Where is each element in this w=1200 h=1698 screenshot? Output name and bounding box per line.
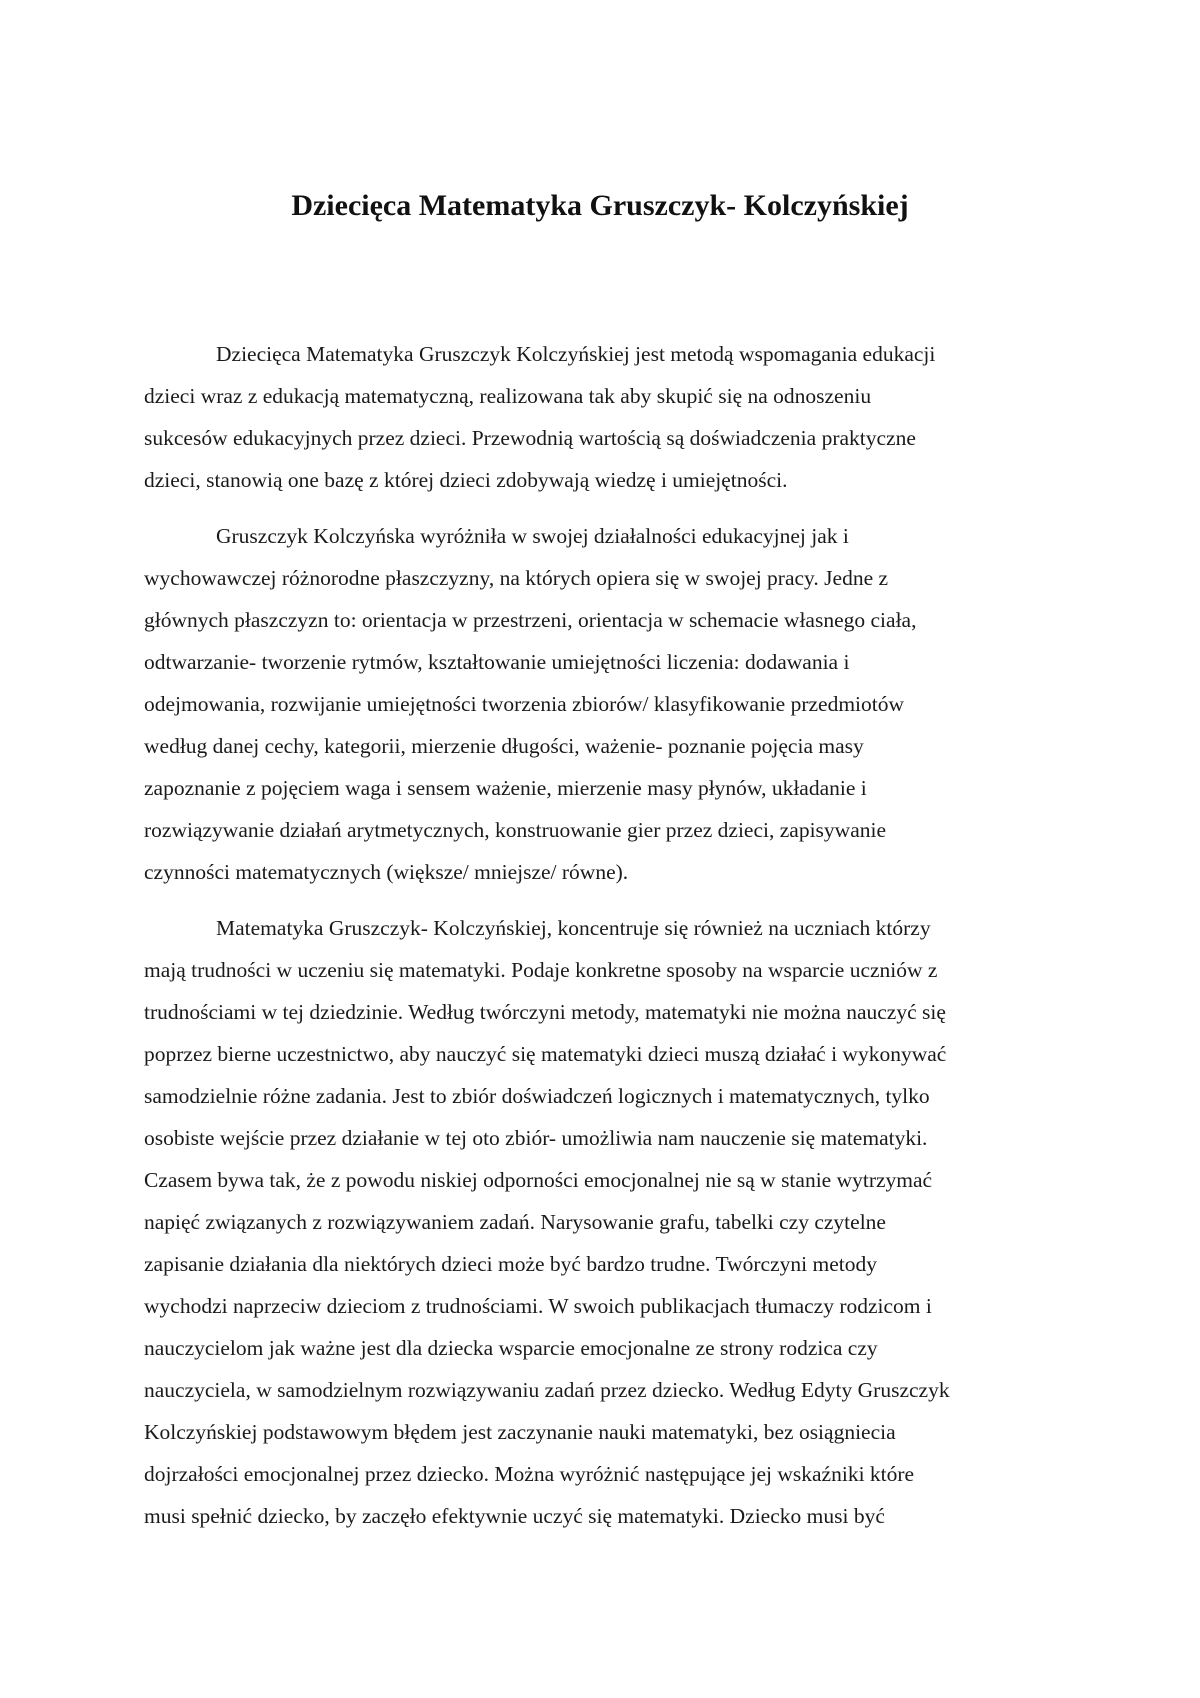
- text-line: nauczyciela, w samodzielnym rozwiązywaniu zadań przez dziecko. Według Edyty Gruszczyk: [144, 1378, 950, 1402]
- text-line: dzieci, stanowią one bazę z której dzieci zdobywają wiedzę i umiejętności.: [144, 468, 788, 492]
- text-line: wychowawczej różnorodne płaszczyzny, na których opiera się w swojej pracy. Jedne z: [144, 566, 889, 590]
- text-line: głównych płaszczyzn to: orientacja w przestrzeni, orientacja w schemacie własnego ciała,: [144, 608, 917, 632]
- text-line: wychodzi naprzeciw dzieciom z trudnościami. W swoich publikacjach tłumaczy rodzicom i: [144, 1294, 932, 1318]
- text-line: dzieci wraz z edukacją matematyczną, realizowana tak aby skupić się na odnoszeniu: [144, 384, 872, 408]
- text-line: odejmowania, rozwijanie umiejętności tworzenia zbiorów/ klasyfikowanie przedmiotów: [144, 692, 905, 716]
- text-line: trudnościami w tej dziedzinie. Według twórczyni metody, matematyki nie można nauczyć się: [144, 1000, 946, 1024]
- text-line: zapisanie działania dla niektórych dzieci może być bardzo trudne. Twórczyni metody: [144, 1252, 877, 1276]
- text-line: Dziecięca Matematyka Gruszczyk Kolczyńskiej jest metodą wspomagania edukacji: [216, 342, 936, 366]
- text-line: zapoznanie z pojęciem waga i sensem ważenie, mierzenie masy płynów, układanie i: [144, 776, 867, 800]
- paragraph-1: [144, 333, 1064, 501]
- text-line: osobiste wejście przez działanie w tej oto zbiór- umożliwia nam nauczenie się matematyki.: [144, 1126, 928, 1150]
- text-line: Matematyka Gruszczyk- Kolczyńskiej, koncentruje się również na uczniach którzy: [216, 916, 931, 940]
- text-line: mają trudności w uczeniu się matematyki. Podaje konkretne sposoby na wsparcie uczniów z: [144, 958, 938, 982]
- text-line: nauczycielom jak ważne jest dla dziecka wsparcie emocjonalne ze strony rodzica czy: [144, 1336, 878, 1360]
- text-line: czynności matematycznych (większe/ mniejsze/ równe).: [144, 860, 629, 884]
- text-line: Kolczyńskiej podstawowym błędem jest zaczynanie nauki matematyki, bez osiągniecia: [144, 1420, 896, 1444]
- text-line: według danej cechy, kategorii, mierzenie długości, ważenie- poznanie pojęcia masy: [144, 734, 864, 758]
- paragraph-3: [144, 907, 1064, 1537]
- text-line: Czasem bywa tak, że z powodu niskiej odporności emocjonalnej nie są w stanie wytrzymać: [144, 1168, 933, 1192]
- text-line: Gruszczyk Kolczyńska wyróżniła w swojej działalności edukacyjnej jak i: [216, 524, 849, 548]
- text-line: napięć związanych z rozwiązywaniem zadań. Narysowanie grafu, tabelki czy czytelne: [144, 1210, 886, 1234]
- text-line: samodzielnie różne zadania. Jest to zbiór doświadczeń logicznych i matematycznych, tylko: [144, 1084, 930, 1108]
- text-line: musi spełnić dziecko, by zaczęło efektywnie uczyć się matematyki. Dziecko musi być: [144, 1504, 885, 1528]
- paragraph-2: [144, 515, 1064, 893]
- document-body: [144, 333, 1064, 1537]
- text-line: sukcesów edukacyjnych przez dzieci. Przewodnią wartością są doświadczenia praktyczne: [144, 426, 916, 450]
- text-line: odtwarzanie- tworzenie rytmów, kształtowanie umiejętności liczenia: dodawania i: [144, 650, 850, 674]
- text-line: dojrzałości emocjonalnej przez dziecko. Można wyróżnić następujące jej wskaźniki które: [144, 1462, 915, 1486]
- paragraph-spacer: [144, 501, 1064, 515]
- paragraph-spacer: [144, 893, 1064, 907]
- text-line: poprzez bierne uczestnictwo, aby nauczyć się matematyki dzieci muszą działać i wykonywać: [144, 1042, 947, 1066]
- text-line: rozwiązywanie działań arytmetycznych, konstruowanie gier przez dzieci, zapisywanie: [144, 818, 887, 842]
- document-title: Dziecięca Matematyka Gruszczyk- Kolczyńskiej: [291, 189, 909, 222]
